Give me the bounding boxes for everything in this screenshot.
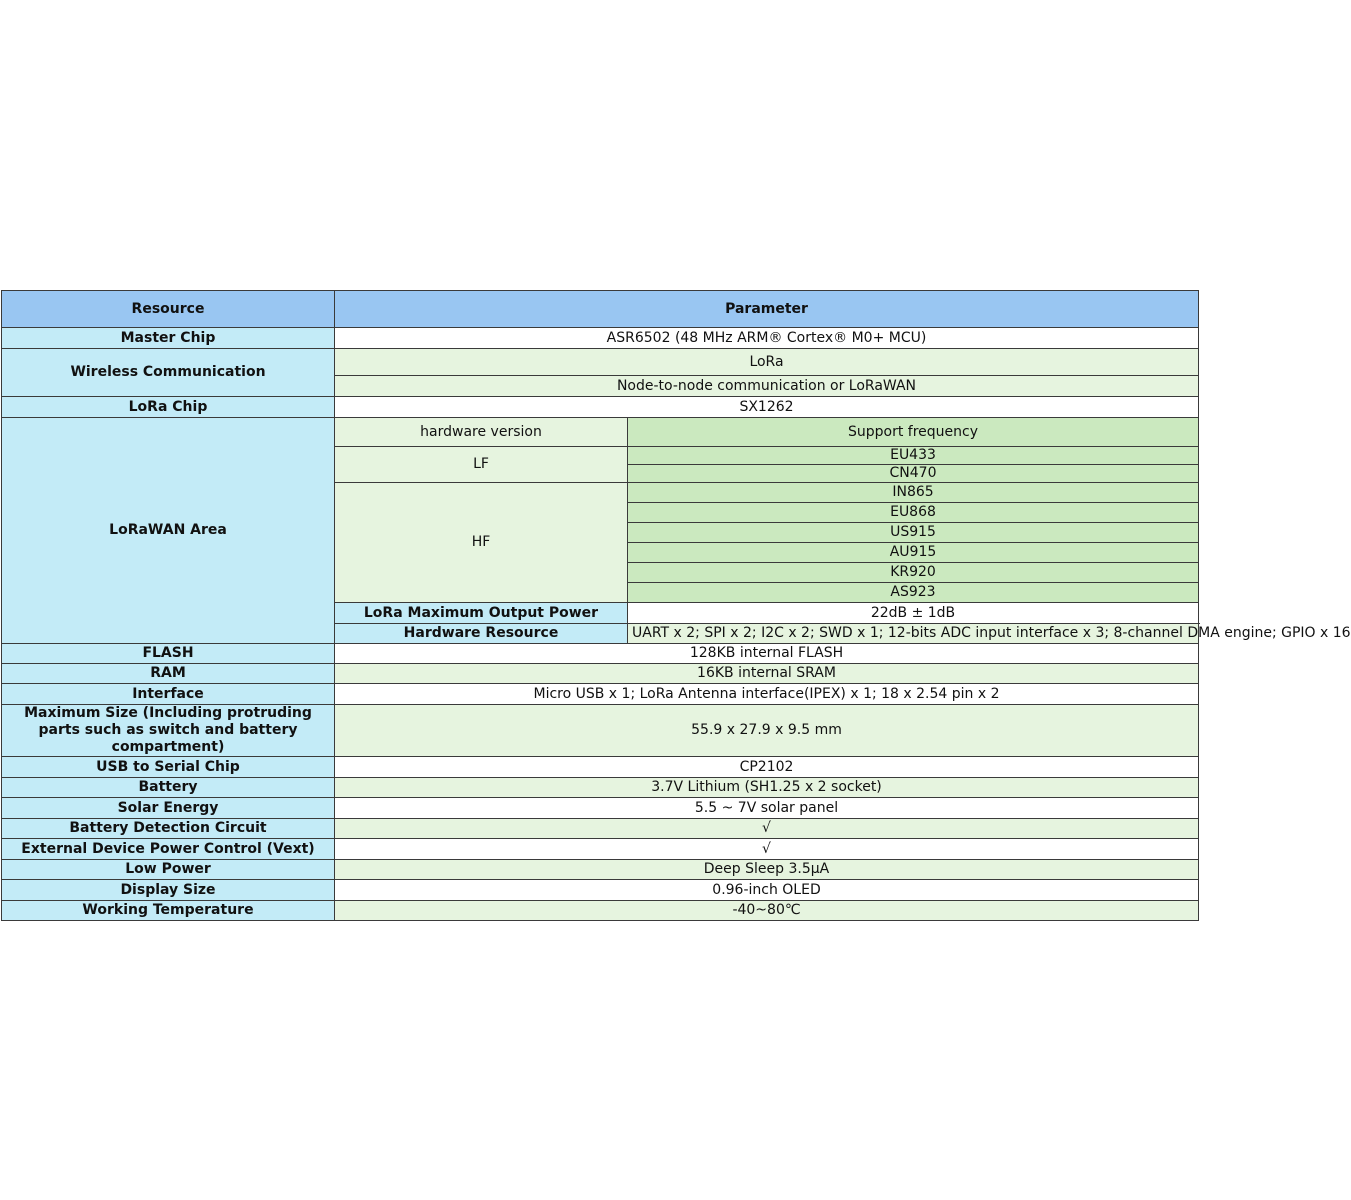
row-value: 0.96-inch OLED — [335, 880, 1199, 901]
row-label: USB to Serial Chip — [2, 757, 335, 778]
row-label: Working Temperature — [2, 901, 335, 921]
table-row — [2, 819, 1199, 839]
row-label: Solar Energy — [2, 798, 335, 819]
table-row — [2, 664, 1199, 684]
table-row — [2, 397, 1199, 418]
frequency-cell: CN470 — [628, 465, 1199, 483]
row-label: Low Power — [2, 860, 335, 880]
row-label: LoRaWAN Area — [2, 418, 335, 644]
row-label: LoRa Maximum Output Power — [335, 603, 628, 624]
row-label: Battery Detection Circuit — [2, 819, 335, 839]
table-row — [2, 880, 1199, 901]
row-label: Hardware Resource — [335, 624, 628, 644]
row-value: ASR6502 (48 MHz ARM® Cortex® M0+ MCU) — [335, 328, 1199, 349]
table-row — [2, 778, 1199, 798]
row-value: √ — [335, 839, 1199, 860]
frequency-cell: EU868 — [628, 503, 1199, 523]
table-row — [2, 757, 1199, 778]
frequency-cell: KR920 — [628, 563, 1199, 583]
row-label: Interface — [2, 684, 335, 705]
table-row — [2, 798, 1199, 819]
table-row — [2, 349, 1199, 376]
table-row — [2, 839, 1199, 860]
hw-version-lf: LF — [335, 447, 628, 483]
row-value: 3.7V Lithium (SH1.25 x 2 socket) — [335, 778, 1199, 798]
row-label: Wireless Communication — [2, 349, 335, 397]
row-label: External Device Power Control (Vext) — [2, 839, 335, 860]
hardware-version-header: hardware version — [335, 418, 628, 447]
row-value: 16KB internal SRAM — [335, 664, 1199, 684]
row-value: SX1262 — [335, 397, 1199, 418]
row-label: Battery — [2, 778, 335, 798]
header-parameter: Parameter — [335, 291, 1199, 328]
row-value: 55.9 x 27.9 x 9.5 mm — [335, 705, 1199, 757]
table-row — [2, 705, 1199, 757]
frequency-cell: IN865 — [628, 483, 1199, 503]
row-value: LoRa — [335, 349, 1199, 376]
row-label: LoRa Chip — [2, 397, 335, 418]
frequency-cell: US915 — [628, 523, 1199, 543]
row-value: Node-to-node communication or LoRaWAN — [335, 376, 1199, 397]
hw-version-hf: HF — [335, 483, 628, 603]
row-value: 22dB ± 1dB — [628, 603, 1199, 624]
table-row — [2, 644, 1199, 664]
row-label: Maximum Size (Including protruding parts such as switch and battery compartment) — [2, 705, 335, 757]
row-value: -40~80℃ — [335, 901, 1199, 921]
row-label: FLASH — [2, 644, 335, 664]
row-value: Deep Sleep 3.5μA — [335, 860, 1199, 880]
frequency-cell: AS923 — [628, 583, 1199, 603]
row-value: 128KB internal FLASH — [335, 644, 1199, 664]
frequency-cell: EU433 — [628, 447, 1199, 465]
table-row — [2, 418, 1199, 447]
row-label: Master Chip — [2, 328, 335, 349]
frequency-cell: AU915 — [628, 543, 1199, 563]
table-row — [2, 860, 1199, 880]
row-value: 5.5 ~ 7V solar panel — [335, 798, 1199, 819]
row-value: UART x 2; SPI x 2; I2C x 2; SWD x 1; 12-bits ADC input interface x 3; 8-channel DMA engine; GPIO x 16 — [628, 624, 1199, 644]
row-value: CP2102 — [335, 757, 1199, 778]
header-resource: Resource — [2, 291, 335, 328]
table-row — [2, 328, 1199, 349]
table-row — [2, 901, 1199, 921]
row-label: RAM — [2, 664, 335, 684]
row-label: Display Size — [2, 880, 335, 901]
spec-table — [1, 290, 1351, 921]
header-row — [2, 291, 1199, 328]
support-frequency-header: Support frequency — [628, 418, 1199, 447]
row-value: √ — [335, 819, 1199, 839]
row-value: Micro USB x 1; LoRa Antenna interface(IPEX) x 1; 18 x 2.54 pin x 2 — [335, 684, 1199, 705]
table-row — [2, 684, 1199, 705]
